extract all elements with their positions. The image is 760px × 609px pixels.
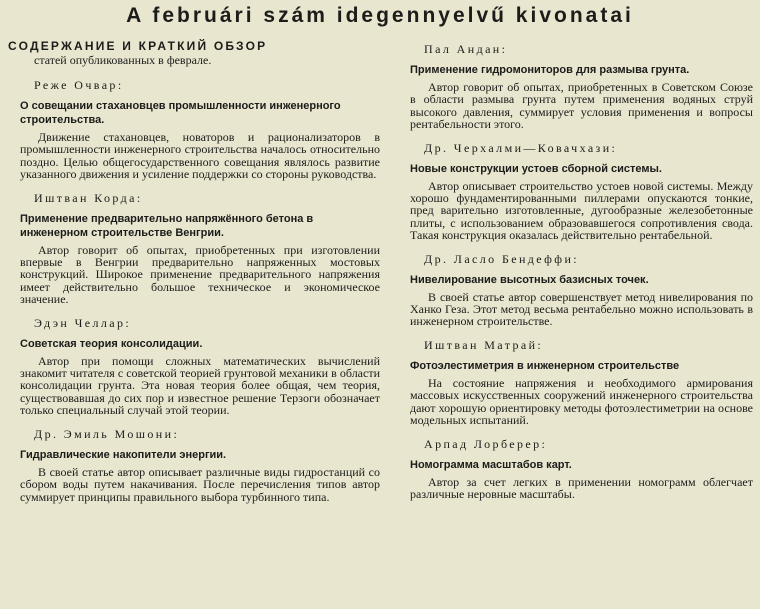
article-title: Номограмма масштабов карт.	[410, 458, 572, 471]
article	[398, 42, 753, 131]
article	[398, 141, 753, 242]
article	[398, 437, 753, 501]
article	[8, 78, 380, 181]
article-abstract: Автор описывает строительство устоев новой системы. Между хорошо фундаментированными пиллерами опускаются тонкие, пред варительно изготовленные, дугообразные железобетонные плиты, с использованием образовавшегося сопротивления свода. Такая конструкция оказалась действительно рентабельной.	[410, 178, 753, 243]
article-title: Применение гидромониторов для размыва грунта.	[410, 64, 690, 76]
article-author: Др. Ласло Бендеффи:	[424, 251, 580, 266]
article-abstract: Движение стахановцев, новаторов и рационализаторов в промышленности инженерного строительства началось относительно поздно. Целью общегосударственного совещания являлось развитие указанного движения и усиление поддержки со стороны руководства.	[20, 130, 380, 182]
article	[8, 316, 380, 417]
article-author: Арпад Лорберер:	[424, 436, 548, 451]
article-abstract: Автор при помощи сложных математических вычислений знакомит читателя с советской теорией грунтовой механики в области консолидации грунта. Эта новая теория более общая, чем теория, существовавшая до сих пор и известное решение Терзоги обозначает только специальный случай этой теории.	[20, 353, 380, 418]
article-author: Др. Эмиль Мошони:	[34, 426, 180, 441]
article	[398, 252, 753, 328]
article	[398, 338, 753, 427]
right-column	[398, 36, 753, 500]
article-abstract: На состояние напряжения и необходимого армирования массовых искусственных сооружений инженерного строительства дают хорошую ориентировку методы фотоэлестиметрии на основе модельных испытаний.	[410, 375, 753, 428]
contents-subheading: статей опубликованных в феврале.	[34, 53, 212, 67]
article-abstract: Автор за счет легких в применении номограмм облегчает различные неровные масштабы.	[410, 474, 753, 501]
article-author: Эдэн Челлар:	[34, 315, 132, 330]
article-title: Нивелирование высотных базисных точек.	[410, 273, 649, 286]
article-author: Иштван Матрай:	[424, 337, 544, 352]
article-title: Фотоэлестиметрия в инженерном строительстве	[410, 359, 680, 372]
contents-heading: СОДЕРЖАНИЕ И КРАТКИЙ ОБЗОР	[8, 39, 268, 53]
article-title: Советская теория консолидации.	[20, 337, 203, 350]
article-abstract: В своей статье автор совершенствует метод нивелирования по Ханко Геза. Этот метод весьма рентабельно можно использовать в инженерном строительстве.	[410, 289, 753, 329]
article-author: Пал Андан:	[424, 42, 508, 56]
article-abstract: Автор говорит об опытах, приобретенных в Советском Союзе в области размыва грунта путем применения водяных струй высокого давления, суммирует условия применения и вопросы рентабельности этого.	[410, 80, 753, 132]
article-author: Др. Черхалми—Ковачхази:	[424, 140, 618, 155]
article-abstract: Автор говорит об опытах, приобретенных при изготовлении впервые в Венгрии предварительно напряженных мостовых конструкций. Широкое применение предварительного напряжения имеет действительно большое техническое и экономическое значение.	[20, 242, 380, 307]
article-title: Новые конструкции устоев сборной системы.	[410, 162, 662, 175]
page-title: A februári szám idegennyelvű kivonatai	[126, 4, 634, 27]
article-title: Гидравлические накопители энергии.	[20, 448, 227, 461]
article-title: Применение предварительно напряжённого бетона в инженерном строительстве Венгрии.	[20, 212, 314, 239]
article-author: Реже Очвар:	[34, 78, 124, 92]
left-column	[8, 36, 380, 503]
article-title: О совещании стахановцев промышленности инженерного строительства.	[20, 100, 341, 126]
article-author: Иштван Корда:	[34, 190, 143, 205]
article	[8, 191, 380, 306]
article-abstract: В своей статье автор описывает различные виды гидростанций со сбором воды путем накачивания. После перечисления типов автор суммирует принципы правильного выбора турбинного типа.	[20, 464, 380, 504]
article	[8, 427, 380, 503]
